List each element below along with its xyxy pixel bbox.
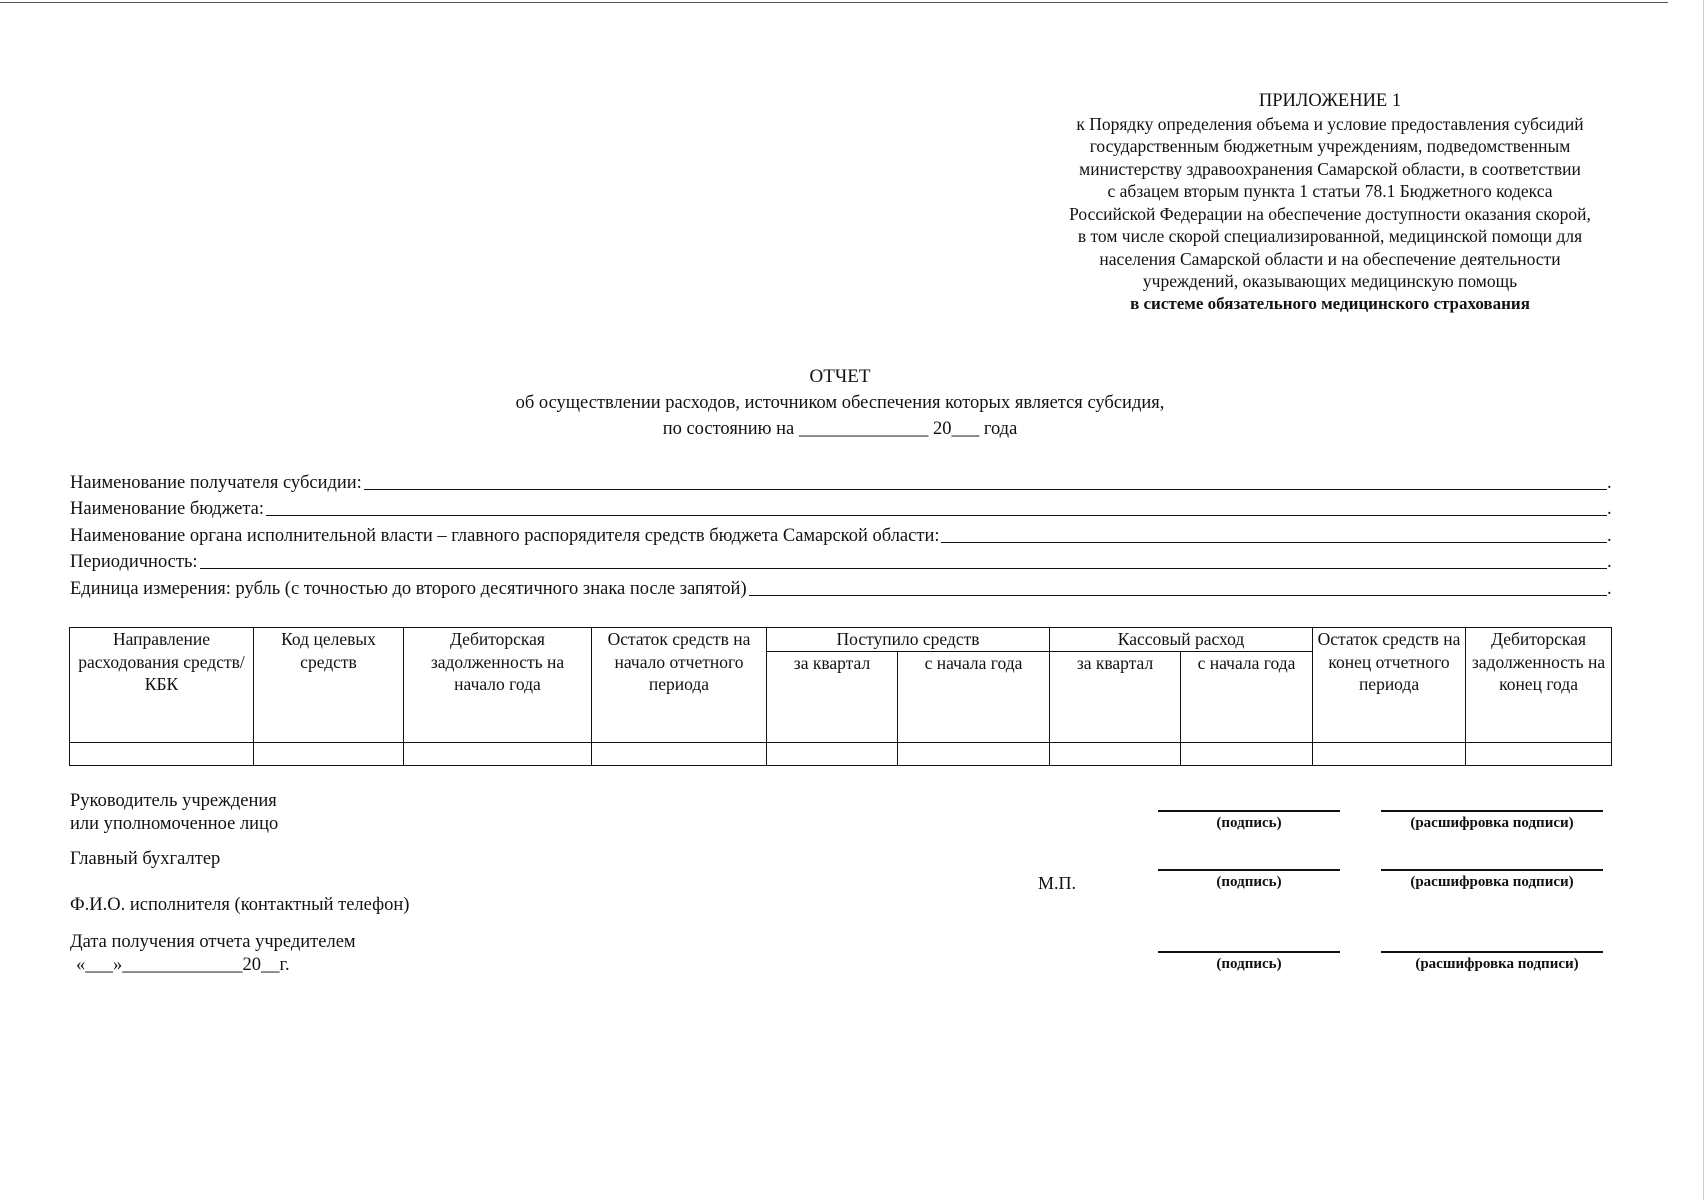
col-header-balance-end: Остаток средств на конец отчетного периода [1313, 628, 1466, 743]
appendix-line: населения Самарской области и на обеспечение деятельности [1099, 248, 1561, 269]
table-cell[interactable] [1181, 742, 1313, 765]
table-cell[interactable] [404, 742, 592, 765]
signature-decode-line[interactable] [1381, 869, 1603, 871]
budget-name-field[interactable]: Наименование бюджета: . [70, 499, 1612, 519]
appendix-title: ПРИЛОЖЕНИЕ 1 [1258, 91, 1402, 111]
report-heading [300, 364, 1380, 442]
appendix-line: Российской Федерации на обеспечение доступности оказания скорой, [1069, 203, 1591, 224]
col-header-receivables-start: Дебиторская задолженность на начало года [404, 628, 592, 743]
field-label: Наименование органа исполнительной власти – главного распорядителя средств бюджета Самарской области: [70, 525, 940, 546]
col-header-receivables-end: Дебиторская задолженность на конец года [1466, 628, 1612, 743]
table-cell[interactable] [1050, 742, 1181, 765]
fill-line[interactable] [749, 595, 1607, 596]
received-date-label: Дата получения отчета учредителем [70, 932, 356, 952]
report-subtitle: об осуществлении расходов, источником обеспечения которых является субсидия, [515, 393, 1165, 413]
signature-line[interactable] [1158, 810, 1340, 812]
col-header-expense-quarter: за квартал [1050, 651, 1181, 742]
signature-caption: (подпись) [1216, 956, 1282, 972]
appendix-line: с абзацем вторым пункта 1 статьи 78.1 Бюджетного кодекса [1107, 181, 1553, 201]
col-header-expense-ytd: с начала года [1181, 651, 1313, 742]
right-edge-line [1703, 0, 1704, 1200]
col-header-balance-start: Остаток средств на начало отчетного периода [592, 628, 767, 743]
field-label: Единица измерения: рубль (с точностью до второго десятичного знака после запятой) [70, 578, 747, 599]
table-cell[interactable] [1466, 742, 1612, 765]
decode-caption: (расшифровка подписи) [1410, 874, 1574, 890]
stamp-placeholder: М.П. [1038, 873, 1077, 893]
periodicity-field[interactable]: Периодичность: . [70, 552, 1612, 572]
head-label-line2: или уполномоченное лицо [70, 814, 279, 834]
signature-decode-line[interactable] [1381, 810, 1603, 812]
decode-caption: (расшифровка подписи) [1415, 956, 1579, 972]
table-row [70, 742, 1612, 765]
table-header-row [70, 628, 1612, 652]
report-title: ОТЧЕТ [809, 366, 871, 387]
col-header-target-code: Код целевых средств [254, 628, 404, 743]
appendix-line: министерству здравоохранения Самарской области, в соответствии [1079, 158, 1581, 179]
table-cell[interactable] [254, 742, 404, 765]
signature-line[interactable] [1158, 869, 1340, 871]
report-table [69, 627, 1612, 766]
fill-line[interactable] [200, 568, 1607, 569]
table-cell[interactable] [592, 742, 767, 765]
col-group-received: Поступило средств [767, 628, 1050, 652]
appendix-line: учреждений, оказывающих медицинскую помощь [1142, 271, 1518, 291]
signature-caption: (подпись) [1216, 874, 1282, 890]
head-label-line1: Руководитель учреждения [70, 791, 277, 811]
appendix-line: в системе обязательного медицинского страхования [1130, 293, 1530, 313]
appendix-line: в том числе скорой специализированной, медицинской помощи для [1077, 226, 1583, 246]
field-label: Периодичность: [70, 552, 198, 572]
table-cell[interactable] [70, 742, 254, 765]
field-label: Наименование получателя субсидии: [70, 472, 362, 493]
report-date-line: по состоянию на ______________ 20___ года [662, 419, 1018, 439]
fill-line[interactable] [266, 515, 1607, 516]
table-cell[interactable] [1313, 742, 1466, 765]
table-cell[interactable] [898, 742, 1050, 765]
table-cell[interactable] [767, 742, 898, 765]
received-date-block [70, 931, 356, 977]
fill-line[interactable] [941, 542, 1607, 543]
col-group-cash-expense: Кассовый расход [1050, 628, 1313, 652]
appendix-line: к Порядку определения объема и условие предоставления субсидий [1076, 113, 1584, 134]
recipient-name-field[interactable]: Наименование получателя субсидии: . [70, 472, 1612, 493]
decode-caption: (расшифровка подписи) [1410, 815, 1574, 831]
top-border-line [0, 2, 1668, 3]
col-header-direction: Направление расходования средств/КБК [70, 628, 254, 743]
col-header-received-ytd: с начала года [898, 651, 1050, 742]
signature-decode-line[interactable] [1381, 951, 1603, 953]
fill-line[interactable] [364, 489, 1607, 490]
unit-field[interactable]: Единица измерения: рубль (с точностью до второго десятичного знака после запятой) . [70, 578, 1612, 599]
appendix-line: государственным бюджетным учреждениям, подведомственным [1089, 136, 1571, 156]
signature-caption: (подпись) [1216, 815, 1282, 831]
signature-line[interactable] [1158, 951, 1340, 953]
field-label: Наименование бюджета: [70, 499, 264, 519]
executor-label: Ф.И.О. исполнителя (контактный телефон) [70, 895, 410, 915]
head-label [70, 790, 278, 836]
executive-body-field[interactable]: Наименование органа исполнительной власти – главного распорядителя средств бюджета Самарской области: . [70, 525, 1612, 546]
received-date-blank[interactable]: «___»_____________20__г. [76, 955, 290, 975]
chief-accountant-label: Главный бухгалтер [70, 849, 221, 869]
info-fields [70, 467, 1615, 600]
appendix-block [1010, 90, 1650, 315]
col-header-received-quarter: за квартал [767, 651, 898, 742]
